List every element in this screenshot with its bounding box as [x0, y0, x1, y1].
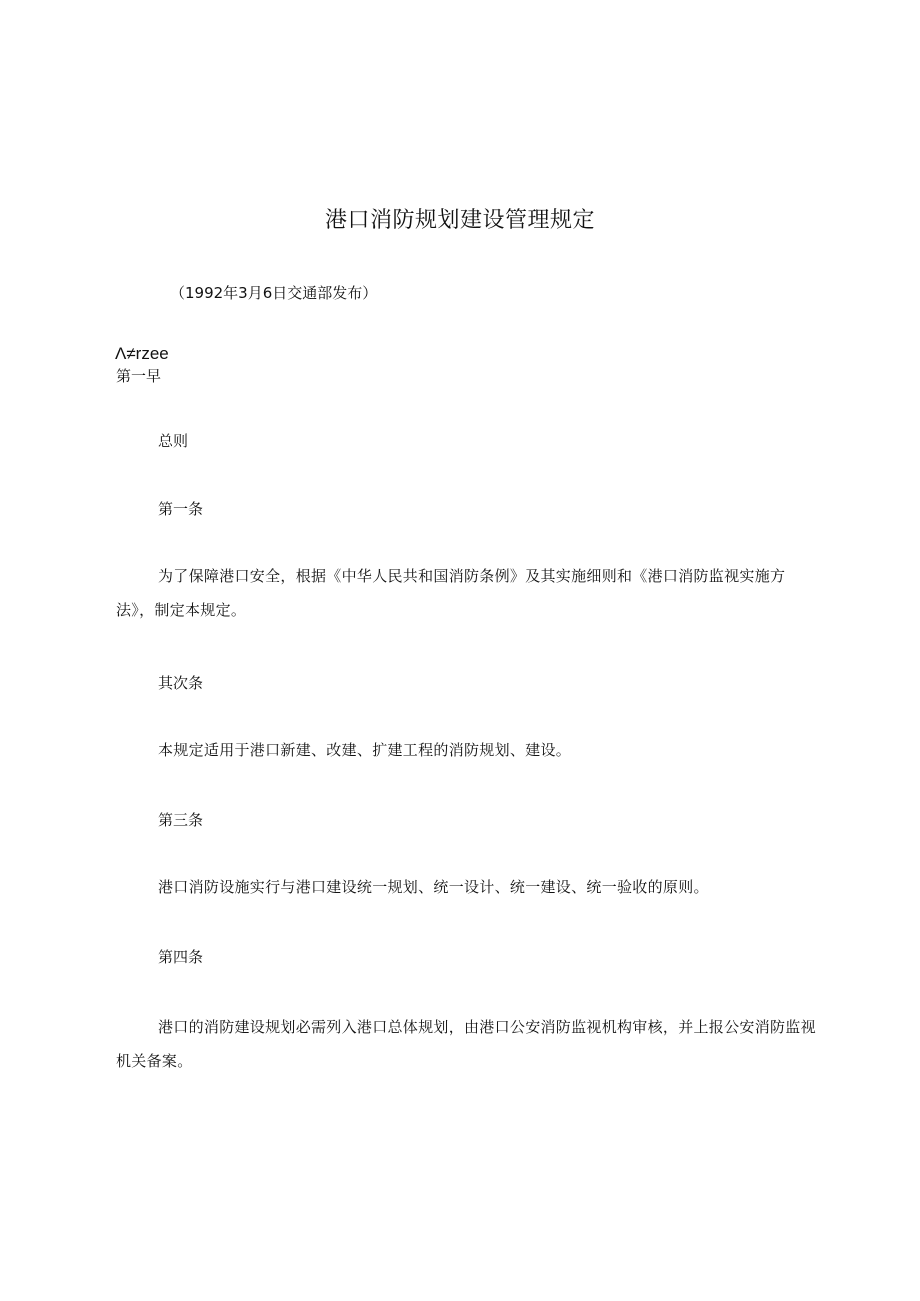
article-4-text: 港口的消防建设规划必需列入港口总体规划，由港口公安消防监视机构审核，并上报公安消防监视机关备案。 — [116, 1018, 816, 1070]
article-1-text: 为了保障港口安全，根据《中华人民共和国消防条例》及其实施细则和《港口消防监视实施方法》，制定本规定。 — [116, 567, 786, 619]
chapter-heading: 第一早 — [116, 367, 162, 385]
ocr-artifact-text: Λ≠rzee — [115, 344, 169, 363]
article-2-text: 本规定适用于港口新建、改建、扩建工程的消防规划、建设。 — [158, 741, 572, 759]
article-3-heading: 第三条 — [158, 811, 204, 829]
article-2-heading: 其次条 — [158, 674, 204, 692]
article-3-text: 港口消防设施实行与港口建设统一规划、统一设计、统一建设、统一验收的原则。 — [158, 878, 709, 896]
article-1-heading: 第一条 — [158, 500, 204, 518]
article-4-heading: 第四条 — [158, 948, 204, 966]
document-title: 港口消防规划建设管理规定 — [324, 208, 595, 233]
issue-note: （1992年3月6日交通部发布） — [170, 284, 378, 302]
chapter-title: 总则 — [158, 432, 189, 450]
